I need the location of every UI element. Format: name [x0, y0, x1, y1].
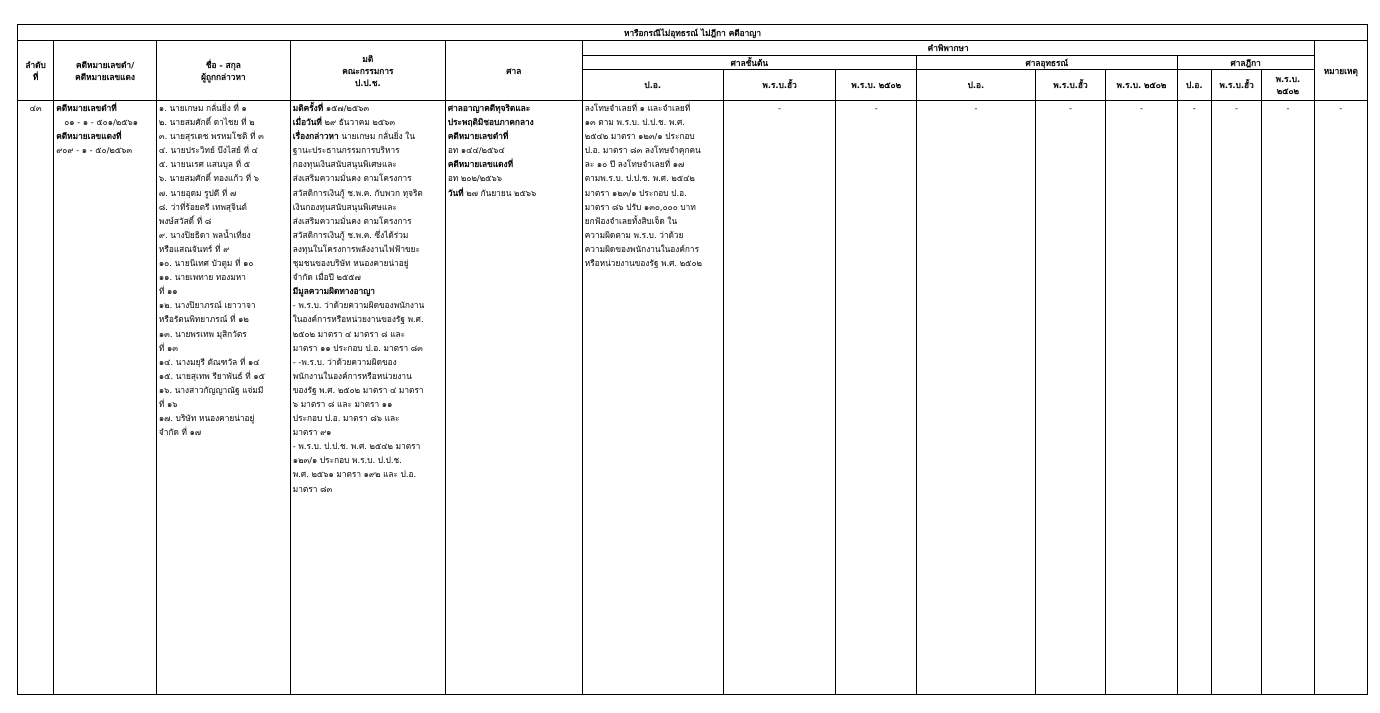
header-appeal-pa: ป.อ. [916, 70, 1035, 101]
header-first-prb-former: พ.ร.บ.ฮั้ว [723, 70, 836, 101]
header-first-court: ศาลชั้นต้น [582, 56, 916, 70]
table-title: หารือกรณีไม่อุทธรณ์ ไม่ฎีกา คดีอาญา [18, 25, 1368, 41]
header-remarks: หมายเหตุ [1314, 41, 1367, 101]
cell-case-no: คดีหมายเลขดำที่ ๐๑ - ๑ - ๕๐๑/๒๕๖๑ คดีหมายเลขแดงที่ ๙๐๙ - ๑ - ๕๐/๒๕๖๓ [54, 101, 157, 695]
header-first-prb-2502: พ.ร.บ. ๒๕๐๒ [836, 70, 917, 101]
header-judgment: คำพิพากษา [582, 41, 1314, 56]
header-appeal-prb-former: พ.ร.บ.ฮั้ว [1035, 70, 1105, 101]
cell-seq: ๔๓ [18, 101, 54, 695]
header-seq: ลำดับ ที่ [18, 41, 54, 101]
cell-first-pa: ลงโทษจำเลยที่ ๑ และจำเลยที่ ๑๓ ตาม พ.ร.บ. ป.ป.ช. พ.ศ. ๒๕๔๒ มาตรา ๑๒๓/๑ ประกอบ ป.อ. มาตรา ๘๓ ลงโทษจำคุกคน ละ ๑๐ ปี ลงโทษจำเลยที่ ๑๗ ตามพ.ร.บ. ป.ป.ช. พ.ศ. ๒๕๔๒ มาตรา ๑๒๓/๑ ประกอบ ป.อ. มาตรา ๘๖ ปรับ ๑๓๐,๐๐๐ บาท ยกฟ้องจำเลยทั้งสิบเจ็ด ใน ความผิดตาม พ.ร.บ. ว่าด้วย ความผิดของพนักงานในองค์การ หรือหน่วยงานของรัฐ พ.ศ. ๒๕๐๒ [582, 101, 723, 695]
table-row [18, 101, 1368, 695]
cell-remarks: - [1314, 101, 1367, 695]
cell-appeal-prb-2502: - [1106, 101, 1177, 695]
header-resolution: มติ คณะกรรมการ ป.ป.ช. [290, 41, 445, 101]
header-supreme-prb-2502: พ.ร.บ. ๒๕๐๒ [1262, 70, 1314, 101]
header-appeal-court: ศาลอุทธรณ์ [916, 56, 1177, 70]
cell-first-prb-2502: - [836, 101, 917, 695]
cell-appeal-pa: - [916, 101, 1035, 695]
header-first-pa: ป.อ. [582, 70, 723, 101]
header-supreme-pa: ป.อ. [1177, 70, 1211, 101]
header-case-no: คดีหมายเลขดำ/ คดีหมายเลขแดง [54, 41, 157, 101]
header-court: ศาล [445, 41, 582, 101]
cell-supreme-prb-2502: - [1262, 101, 1314, 695]
cell-court: ศาลอาญาคดีทุจริตและ ประพฤติมิชอบภาคกลาง คดีหมายเลขดำที่ อท ๑๔๔/๒๕๖๔ คดีหมายเลขแดงที่ อท ๒๐๒/๒๕๖๖ วันที่ ๒๗ กันยายน ๒๕๖๖ [445, 101, 582, 695]
cell-first-prb-former: - [723, 101, 836, 695]
cell-appeal-prb-former: - [1035, 101, 1105, 695]
cell-supreme-prb-former: - [1211, 101, 1261, 695]
header-supreme-court: ศาลฎีกา [1177, 56, 1314, 70]
cell-names: ๑. นายเกษม กลั่นยิ่ง ที่ ๑ ๒. นายสมศักดิ์ ดาไชย ที่ ๒ ๓. นายสุรเดช พรหมโชติ ที่ ๓ ๔. นายประวิทย์ บึงไสย์ ที่ ๔ ๕. นายนเรศ แสนบุล ที่ ๕ ๖. นายสมศักดิ์ ทองแก้ว ที่ ๖ ๗. นายอุดม รูปดี ที่ ๗ ๘. ว่าที่ร้อยตรี เทพสุจินต์ พงษ์สวัสดิ์ ที่ ๘ ๙. นางปิยธิดา พลน้ำเที่ยง หรือแสณจันทร์ ที่ ๙ ๑๐. นายนิเทศ บัวตูม ที่ ๑๐ ๑๑. นายเพทาย ทองมหา ที่ ๑๑ ๑๒. นางปิยาภรณ์ เยาวาจา หรือรัตนพิทยาภรณ์ ที่ ๑๒ ๑๓. นายพรเทพ มุสิกวัตร ที่ ๑๓ ๑๔. นางมยุรี ตัณฑวัล ที่ ๑๔ ๑๕. นายสุเทพ รียาพันธ์ ที่ ๑๕ ๑๖. นางสาวกัญญาณัฐ แจ่มมี ที่ ๑๖ ๑๗. บริษัท หนองคายน่าอยู่ จำกัด ที่ ๑๗ [156, 101, 290, 695]
header-appeal-prb-2502: พ.ร.บ. ๒๕๐๒ [1106, 70, 1177, 101]
cell-supreme-pa: - [1177, 101, 1211, 695]
case-table [17, 24, 1368, 695]
header-supreme-prb-former: พ.ร.บ.ฮั้ว [1211, 70, 1261, 101]
header-name: ชื่อ - สกุล ผู้ถูกกล่าวหา [156, 41, 290, 101]
cell-resolution: มติครั้งที่ ๑๕๗/๒๕๖๓ เมื่อวันที่ ๒๙ ธันวาคม ๒๕๖๓ เรื่องกล่าวหา นายเกษม กลั่นยิ่ง ใน ฐานะประธานกรรมการบริหาร กองทุนเงินสนับสนุนพิเศษและ ส่งเสริมความมั่นคง ตามโครงการ สวัสดิการเงินกู้ ช.พ.ค. กับพวก ทุจริต เงินกองทุนสนับสนุนพิเศษและ ส่งเสริมความมั่นคง ตามโครงการ สวัสดิการเงินกู้ ช.พ.ค. ซึ่งได้ร่วม ลงทุนในโครงการพลังงานไฟฟ้าขยะ ชุมชนของบริษัท หนองคายน่าอยู่ จำกัด เมื่อปี ๒๕๕๗ มีมูลความผิดทางอาญา - พ.ร.บ. ว่าด้วยความผิดของพนักงาน ในองค์การหรือหน่วยงานของรัฐ พ.ศ. ๒๕๐๒ มาตรา ๔ มาตรา ๘ และ มาตรา ๑๑ ประกอบ ป.อ. มาตรา ๘๓ - -พ.ร.บ. ว่าด้วยความผิดของ พนักงานในองค์การหรือหน่วยงาน ของรัฐ พ.ศ. ๒๕๐๒ มาตรา ๔ มาตรา ๖ มาตรา ๘ และ มาตรา ๑๑ ประกอบ ป.อ. มาตรา ๘๖ และ มาตรา ๙๑ - พ.ร.บ. ป.ป.ช. พ.ศ. ๒๕๔๒ มาตรา ๑๒๓/๑ ประกอบ พ.ร.บ. ป.ป.ช. พ.ศ. ๒๕๖๑ มาตรา ๑๙๒ และ ป.อ. มาตรา ๘๓ [290, 101, 445, 695]
